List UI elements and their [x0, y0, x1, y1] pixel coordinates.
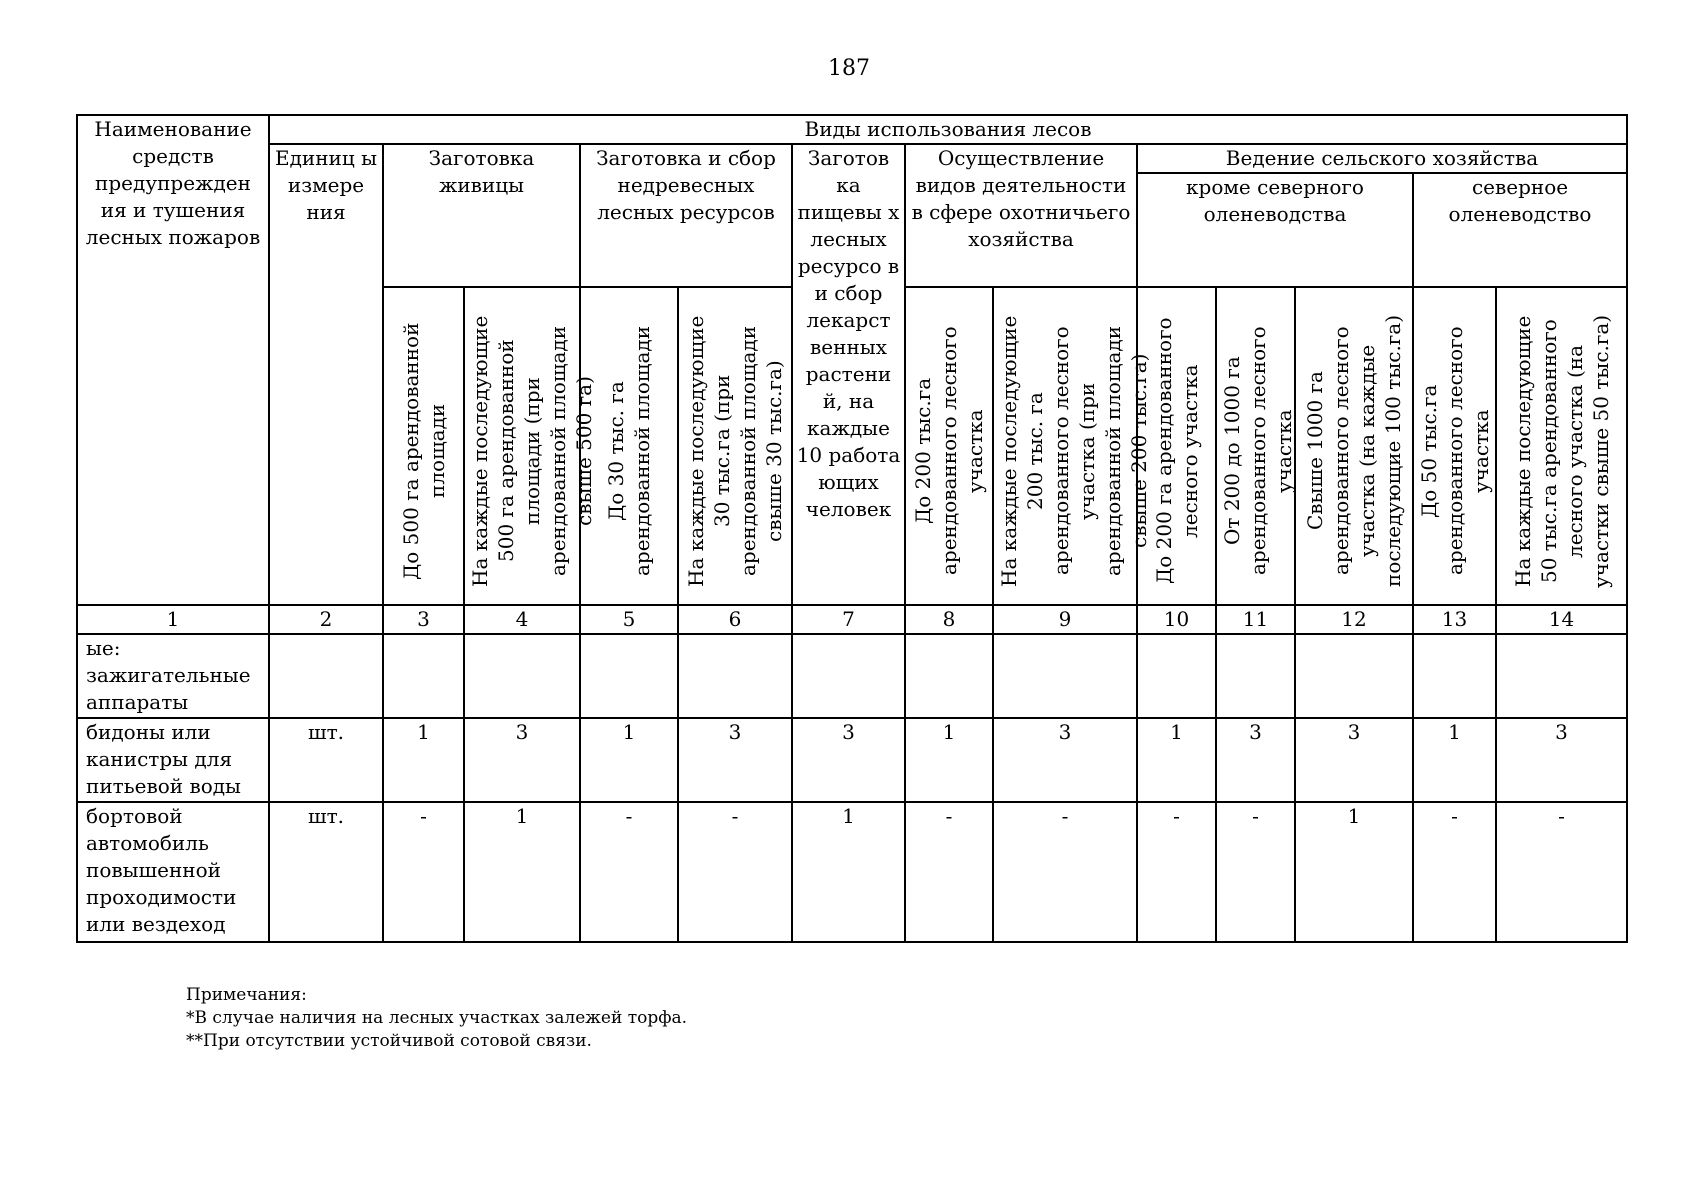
subheader-cell: [1216, 287, 1295, 605]
subheader-text: До 200 тыс.га арендованного лесного участка: [911, 326, 987, 576]
table-cell: шт.: [269, 718, 383, 802]
header-row-2: [77, 144, 1627, 173]
column-number: 2: [269, 605, 383, 634]
table-cell: 3: [792, 718, 905, 802]
notes-title: Примечания:: [186, 985, 307, 1005]
subheader-cell: [1413, 287, 1496, 605]
subheader-text: На каждые последующие 200 тыс. га арендованного лесного участка (при арендованной площади свыше 200 тыс.га): [997, 315, 1151, 587]
row-name: бортовой автомобиль повышенной проходимости или вездеход: [77, 802, 269, 942]
table-cell: [580, 634, 678, 718]
table-cell: -: [580, 802, 678, 942]
subheader-text: До 200 га арендованного лесного участка: [1151, 317, 1202, 585]
column-number: 6: [678, 605, 792, 634]
table-cell: [1295, 634, 1413, 718]
table-cell: 3: [1496, 718, 1627, 802]
row-name: ые: зажигательные аппараты: [77, 634, 269, 718]
subheader-text: От 200 до 1000 га арендованного лесного участка: [1220, 326, 1296, 576]
column-number: 13: [1413, 605, 1496, 634]
table-cell: -: [993, 802, 1137, 942]
header-unit-col: Единиц ы измере ния: [269, 144, 383, 605]
header-group-title: Виды использования лесов: [269, 115, 1627, 144]
header-reindeer: северное оленеводство: [1413, 173, 1627, 287]
column-number: 3: [383, 605, 464, 634]
table-cell: [1137, 634, 1216, 718]
subheader-text: До 50 тыс.га арендованного лесного участка: [1417, 326, 1493, 576]
subheader-cell: [993, 287, 1151, 605]
table-cell: [269, 634, 383, 718]
table-cell: 3: [993, 718, 1137, 802]
table-cell: шт.: [269, 802, 383, 942]
column-number: 5: [580, 605, 678, 634]
column-number: 11: [1216, 605, 1295, 634]
table-cell: 3: [464, 718, 580, 802]
header-resin: Заготовка живицы: [383, 144, 580, 287]
table-cell: 1: [1295, 802, 1413, 942]
column-number: 7: [792, 605, 905, 634]
table-cell: 1: [464, 802, 580, 942]
table-cell: -: [1216, 802, 1295, 942]
subheader-text: До 500 га арендованной площади: [398, 322, 449, 580]
table-cell: [1496, 634, 1627, 718]
table-cell: 1: [792, 802, 905, 942]
column-number: 8: [905, 605, 993, 634]
subheader-cell: [1295, 287, 1413, 605]
header-hunting: Осуществление видов деятельности в сфере охотничьего хозяйства: [905, 144, 1137, 287]
table-cell: [464, 634, 580, 718]
table-row: [77, 802, 1627, 942]
table-row: [77, 718, 1627, 802]
table-cell: 1: [1413, 718, 1496, 802]
subheader-text: На каждые последующие 500 га арендованной площади (при арендованной площади свыше 500 га): [468, 315, 596, 587]
header-except-reindeer: кроме северного оленеводства: [1137, 173, 1413, 287]
subheader-text: Свыше 1000 га арендованного лесного участка (на каждые последующие 100 тыс.га): [1303, 315, 1405, 588]
table-cell: [1413, 634, 1496, 718]
table-cell: -: [1496, 802, 1627, 942]
column-number: 12: [1295, 605, 1413, 634]
subheader-text: До 30 тыс. га арендованной площади: [604, 325, 654, 577]
header-agriculture: Ведение сельского хозяйства: [1137, 144, 1627, 173]
subheader-cell: [383, 287, 464, 605]
header-name-col: Наименование средств предупрежден ия и тушения лесных пожаров: [77, 115, 269, 605]
table-cell: 1: [580, 718, 678, 802]
notes-block: [186, 984, 687, 1053]
subheader-text: На каждые последующие 50 тыс.га арендованного лесного участка (на участки свыше 50 тыс.га): [1510, 314, 1613, 588]
table-cell: -: [1137, 802, 1216, 942]
table-cell: -: [678, 802, 792, 942]
row-name: бидоны или канистры для питьевой воды: [77, 718, 269, 802]
note-2: **При отсутствии устойчивой сотовой связи.: [186, 1030, 592, 1051]
table-cell: 3: [678, 718, 792, 802]
page-number: 187: [828, 56, 870, 81]
column-number-row: [77, 605, 1627, 634]
table-cell: -: [383, 802, 464, 942]
subheader-cell: [905, 287, 993, 605]
table-cell: [678, 634, 792, 718]
header-food: Заготов ка пищевы х лесных ресурсо в и сбор лекарст венных растени й, на каждые 10 работа ющих человек: [792, 144, 905, 605]
table-cell: 1: [905, 718, 993, 802]
subheader-cell: [678, 287, 792, 605]
subheader-text: На каждые последующие 30 тыс.га (при арендованной площади свыше 30 тыс.га): [684, 315, 786, 587]
header-nonwood: Заготовка и сбор недревесных лесных ресурсов: [580, 144, 792, 287]
column-number: 4: [464, 605, 580, 634]
column-number: 10: [1137, 605, 1216, 634]
table-cell: 1: [1137, 718, 1216, 802]
column-number: 9: [993, 605, 1137, 634]
table-cell: 1: [383, 718, 464, 802]
subheader-cell: [1496, 287, 1627, 605]
table-row: [77, 634, 1627, 718]
table-cell: [993, 634, 1137, 718]
table-cell: -: [905, 802, 993, 942]
table-cell: [792, 634, 905, 718]
subheader-cell: [464, 287, 596, 605]
table-cell: -: [1413, 802, 1496, 942]
table-cell: 3: [1216, 718, 1295, 802]
column-number: 14: [1496, 605, 1627, 634]
note-1: *В случае наличия на лесных участках залежей торфа.: [186, 1007, 688, 1028]
table-cell: 3: [1295, 718, 1413, 802]
fire-equipment-table: [76, 114, 1628, 943]
header-row-1: [77, 115, 1627, 144]
table-cell: [1216, 634, 1295, 718]
table-cell: [905, 634, 993, 718]
table-cell: [383, 634, 464, 718]
column-number: 1: [77, 605, 269, 634]
